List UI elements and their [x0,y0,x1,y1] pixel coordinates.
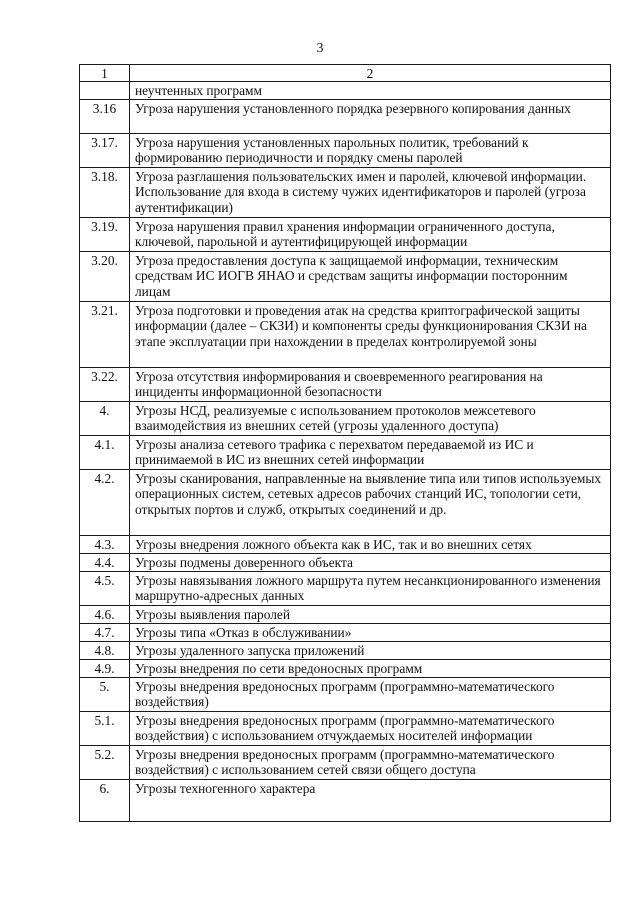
row-number: 4.2. [80,469,130,535]
row-number: 5.2. [80,745,130,779]
table-row [80,367,611,401]
row-text: Угрозы внедрения вредоносных программ (программно-математического воздействия) с использованием отчуждаемых носителей информации [130,711,611,745]
row-text: Угроза предоставления доступа к защищаемой информации, техническим средствам ИС ИОГВ ЯНАО и средствам защиты информации посторонним лицам [130,251,611,301]
row-number: 4.6. [80,605,130,623]
row-number: 5. [80,677,130,711]
table-row [80,711,611,745]
row-text: Угрозы внедрения вредоносных программ (программно-математического воздействия) [130,677,611,711]
row-number: 4. [80,401,130,435]
table-row [80,99,611,133]
row-number: 5.1. [80,711,130,745]
table-row [80,659,611,677]
row-number: 4.8. [80,641,130,659]
row-text: Угроза отсутствия информирования и своевременного реагирования на инциденты информационной безопасности [130,367,611,401]
row-text: Угрозы техногенного характера [130,779,611,821]
row-text: Угрозы анализа сетевого трафика с перехватом передаваемой из ИС и принимаемой в ИС из внешних сетей информации [130,435,611,469]
row-number: 3.16 [80,99,130,133]
row-text: Угроза нарушения правил хранения информации ограниченного доступа, ключевой, парольной и аутентифицирующей информации [130,217,611,251]
header-col-1: 1 [80,65,130,82]
row-number: 3.19. [80,217,130,251]
row-text: Угрозы удаленного запуска приложений [130,641,611,659]
table-row [80,553,611,571]
table-row [80,571,611,605]
table-row [80,301,611,367]
table-row [80,605,611,623]
page-number: 3 [316,41,324,56]
row-text: Угрозы сканирования, направленные на выявление типа или типов используемых операционных систем, сетевых адресов рабочих станций ИС, топологии сети, открытых портов и служб, открытых соединений и др. [130,469,611,535]
row-number: 4.7. [80,623,130,641]
row-number: 4.3. [80,535,130,553]
row-number: 4.5. [80,571,130,605]
table-row [80,469,611,535]
header-col-2: 2 [130,65,611,82]
threats-table [79,64,611,822]
table-row [80,133,611,167]
table-row [80,535,611,553]
row-text: Угроза подготовки и проведения атак на средства криптографической защиты информации (далее – СКЗИ) и компоненты среды функционирования СКЗИ на этапе эксплуатации при нахождении в пределах контролируемой зоны [130,301,611,367]
row-text: Угрозы выявления паролей [130,605,611,623]
table-row [80,677,611,711]
row-number [80,82,130,100]
row-number: 6. [80,779,130,821]
table-row [80,401,611,435]
row-text: Угроза нарушения установленных парольных политик, требований к формированию периодичности и порядку смены паролей [130,133,611,167]
table-row [80,641,611,659]
row-text: Угрозы навязывания ложного маршрута путем несанкционированного изменения маршрутно-адресных данных [130,571,611,605]
table-row [80,435,611,469]
row-number: 3.17. [80,133,130,167]
threats-table-body [80,65,611,822]
row-text: Угрозы типа «Отказ в обслуживании» [130,623,611,641]
table-row [80,251,611,301]
table-row [80,623,611,641]
row-text: Угрозы внедрения по сети вредоносных программ [130,659,611,677]
table-row [80,779,611,821]
row-number: 3.21. [80,301,130,367]
table-header-row [80,65,611,82]
table-row [80,217,611,251]
table-row [80,82,611,100]
table-row [80,167,611,217]
row-text: Угрозы внедрения вредоносных программ (программно-математического воздействия) с использованием сетей связи общего доступа [130,745,611,779]
row-number: 4.1. [80,435,130,469]
row-text: Угрозы подмены доверенного объекта [130,553,611,571]
row-text: Угрозы НСД, реализуемые с использованием протоколов межсетевого взаимодействия из внешних сетей (угрозы удаленного доступа) [130,401,611,435]
row-number: 3.18. [80,167,130,217]
row-number: 3.22. [80,367,130,401]
row-text: Угроза нарушения установленного порядка резервного копирования данных [130,99,611,133]
row-text: Угрозы внедрения ложного объекта как в ИС, так и во внешних сетях [130,535,611,553]
row-text: Угроза разглашения пользовательских имен и паролей, ключевой информации. Использование для входа в систему чужих идентификаторов и паролей (угроза аутентификации) [130,167,611,217]
row-text: неучтенных программ [130,82,611,100]
row-number: 4.9. [80,659,130,677]
row-number: 3.20. [80,251,130,301]
row-number: 4.4. [80,553,130,571]
table-row [80,745,611,779]
